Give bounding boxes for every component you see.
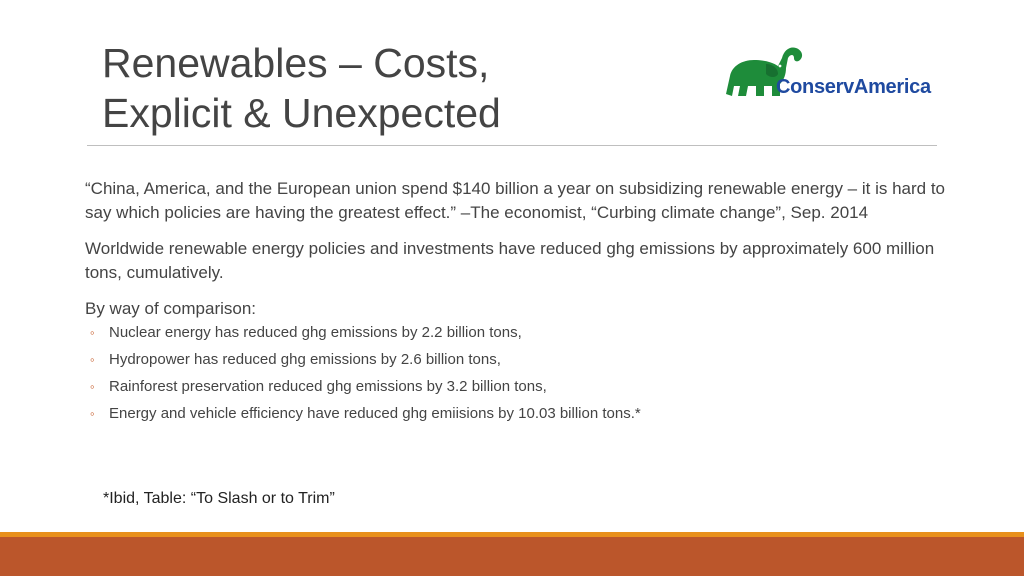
list-item-text: Rainforest preservation reduced ghg emissions by 3.2 billion tons, <box>109 378 547 395</box>
slide-title <box>102 38 662 138</box>
title-divider <box>87 145 937 146</box>
slide-body <box>85 177 945 431</box>
comparison-intro: By way of comparison: <box>85 299 257 318</box>
comparison-list <box>85 323 945 423</box>
accent-band-thick <box>0 537 1024 576</box>
bullet-icon: ◦ <box>90 379 95 394</box>
slide-title-line-2: Explicit & Unexpected <box>102 90 501 136</box>
slide-title-line-1: Renewables – Costs, <box>102 40 490 86</box>
quote-paragraph: “China, America, and the European union spend $140 billion a year on subsidizing renewable energy – it is hard to say which policies are having the greatest effect.” –The economist, “Curbing climate change”, Sep. 2014 <box>85 179 945 222</box>
bullet-icon: ◦ <box>90 352 95 367</box>
bullet-icon: ◦ <box>90 406 95 421</box>
list-item-text: Energy and vehicle efficiency have reduced ghg emiisions by 10.03 billion tons.* <box>109 405 641 422</box>
list-item <box>87 350 945 369</box>
footnote: *Ibid, Table: “To Slash or to Trim” <box>103 490 335 507</box>
list-item-text: Nuclear energy has reduced ghg emissions by 2.2 billion tons, <box>109 324 522 341</box>
bullet-icon: ◦ <box>90 325 95 340</box>
list-item <box>87 323 945 342</box>
list-item <box>87 377 945 396</box>
logo-text: ConservAmerica <box>776 76 931 98</box>
emissions-paragraph: Worldwide renewable energy policies and investments have reduced ghg emissions by approximately 600 million tons, cumulatively. <box>85 239 935 282</box>
list-item-text: Hydropower has reduced ghg emissions by 2.6 billion tons, <box>109 351 501 368</box>
conservamerica-logo <box>720 36 932 106</box>
list-item <box>87 404 945 423</box>
